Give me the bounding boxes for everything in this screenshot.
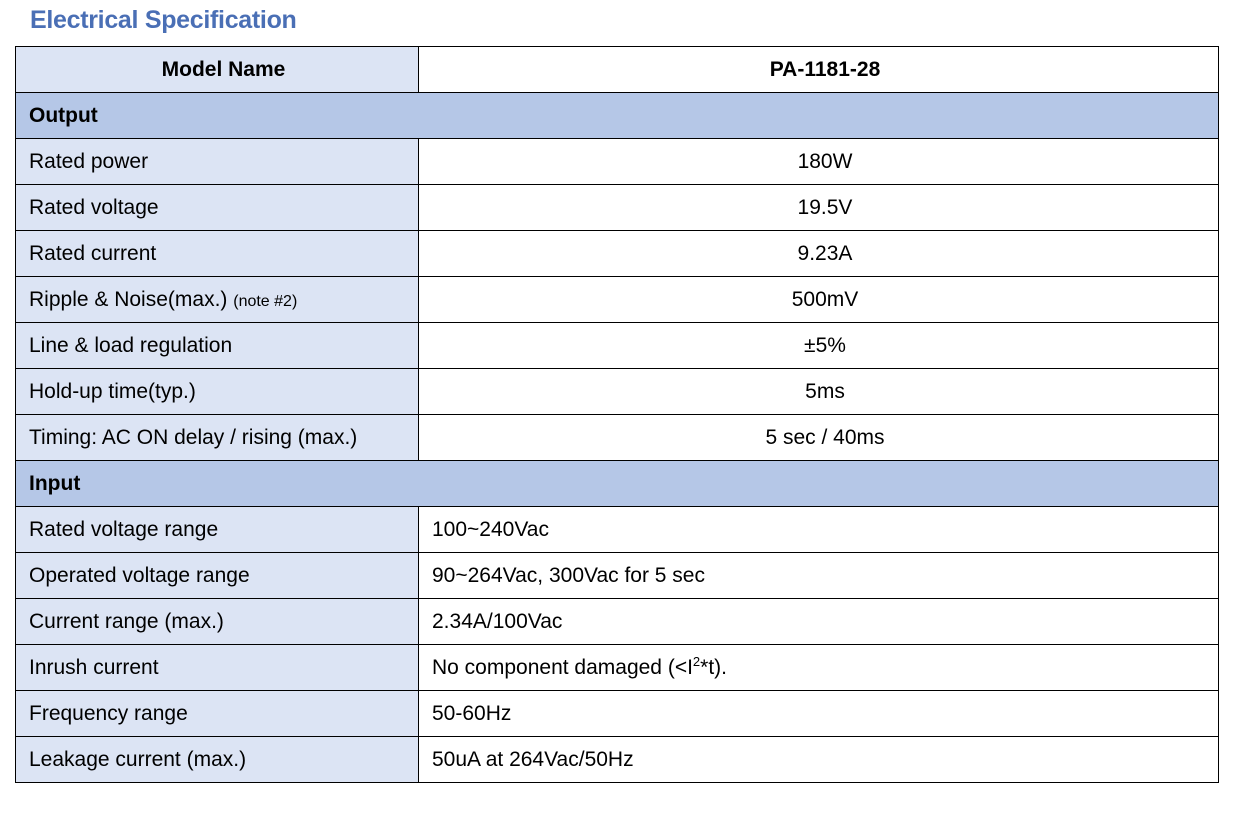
row-label: Current range (max.) [16, 599, 419, 645]
row-value: 180W [419, 139, 1219, 185]
model-name-value: PA-1181-28 [419, 47, 1219, 93]
table-row [16, 139, 1219, 185]
section-output [16, 93, 1219, 139]
table-header-row [16, 47, 1219, 93]
value-superscript: 2 [692, 653, 701, 669]
table-row [16, 323, 1219, 369]
table-row [16, 691, 1219, 737]
document-heading: Electrical Specification [30, 6, 297, 34]
table-row [16, 553, 1219, 599]
row-label: Rated power [16, 139, 419, 185]
row-value: ±5% [419, 323, 1219, 369]
table-row [16, 415, 1219, 461]
row-note: (note #2) [233, 292, 298, 310]
row-label: Line & load regulation [16, 323, 419, 369]
value-suffix: *t). [700, 655, 727, 679]
row-value: 500mV [419, 277, 1219, 323]
row-label: Hold-up time(typ.) [16, 369, 419, 415]
row-value: 2.34A/100Vac [419, 599, 1219, 645]
row-value: 50uA at 264Vac/50Hz [419, 737, 1219, 783]
row-label: Frequency range [16, 691, 419, 737]
row-value: 100~240Vac [419, 507, 1219, 553]
value-prefix: No component damaged (<I [432, 655, 693, 679]
row-label: Rated voltage range [16, 507, 419, 553]
row-value: 90~264Vac, 300Vac for 5 sec [419, 553, 1219, 599]
model-name-label: Model Name [16, 47, 419, 93]
row-label: Leakage current (max.) [16, 737, 419, 783]
row-value: 19.5V [419, 185, 1219, 231]
row-label: Rated current [16, 231, 419, 277]
section-title: Input [16, 461, 1219, 507]
row-label: Timing: AC ON delay / rising (max.) [16, 415, 419, 461]
row-label-text: Ripple & Noise(max.) [29, 287, 234, 311]
section-title: Output [16, 93, 1219, 139]
row-value [419, 645, 1219, 691]
table-row [16, 507, 1219, 553]
table-row [16, 737, 1219, 783]
row-label: Operated voltage range [16, 553, 419, 599]
electrical-spec-table [15, 46, 1219, 783]
row-value: 50-60Hz [419, 691, 1219, 737]
row-value: 9.23A [419, 231, 1219, 277]
section-input [16, 461, 1219, 507]
row-value: 5 sec / 40ms [419, 415, 1219, 461]
row-value: 5ms [419, 369, 1219, 415]
table-row [16, 599, 1219, 645]
row-label: Rated voltage [16, 185, 419, 231]
table-row [16, 231, 1219, 277]
row-label: Inrush current [16, 645, 419, 691]
table-row [16, 277, 1219, 323]
row-label [16, 277, 419, 323]
table-row [16, 645, 1219, 691]
table-row [16, 369, 1219, 415]
table-row [16, 185, 1219, 231]
